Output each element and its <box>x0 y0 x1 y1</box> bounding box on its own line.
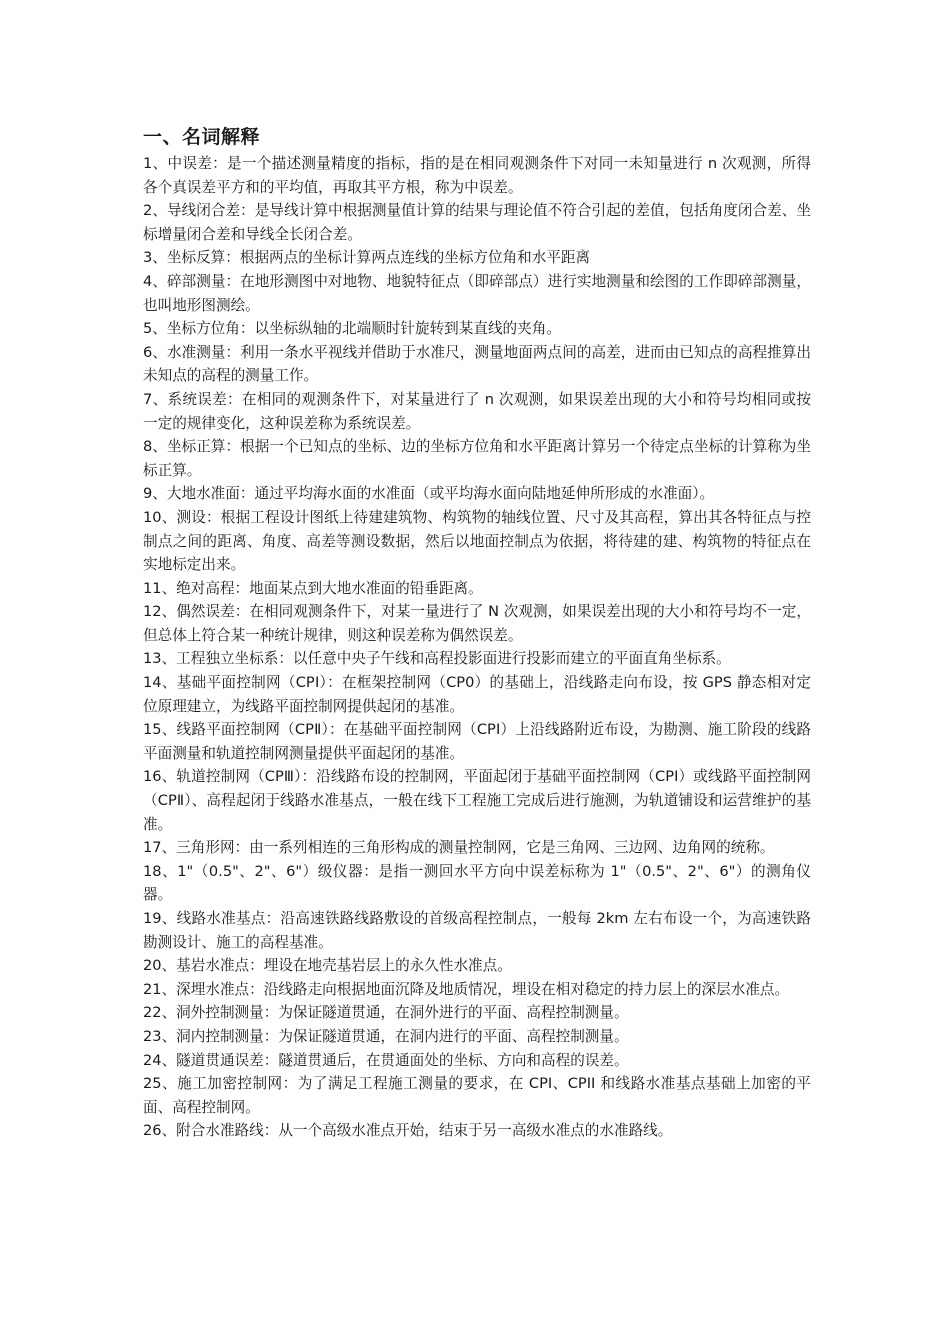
term-entry: 5、坐标方位角：以坐标纵轴的北端顺时针旋转到某直线的夹角。 <box>143 320 561 338</box>
term-entry: 23、洞内控制测量：为保证隧道贯通，在洞内进行的平面、高程控制测量。 <box>143 1027 629 1045</box>
document-page <box>143 124 811 1143</box>
term-entry: 25、施工加密控制网：为了满足工程施工测量的要求，在 CPI、CPII 和线路水准基点基础上加密的平面、高程控制网。 <box>143 1075 811 1116</box>
term-entry: 18、1"（0.5"、2"、6"）级仪器：是指一测回水平方向中误差标称为 1"（0.5"、2"、6"）的测角仪器。 <box>143 862 811 904</box>
term-entry: 17、三角形网：由一系列相连的三角形构成的测量控制网，它是三角网、三边网、边角网的统称。 <box>143 839 775 857</box>
term-entry: 21、深埋水准点：沿线路走向根据地面沉降及地质情况，埋设在相对稳定的持力层上的深层水准点。 <box>143 980 790 998</box>
term-entry: 12、偶然误差：在相同观测条件下，对某一量进行了 N 次观测，如果误差出现的大小和符号均不一定，但总体上符合某一种统计规律，则这种误差称为偶然误差。 <box>143 603 811 644</box>
term-entry: 20、基岩水准点：埋设在地壳基岩层上的永久性水准点。 <box>143 957 512 975</box>
term-entry: 10、测设：根据工程设计图纸上待建建筑物、构筑物的轴线位置、尺寸及其高程，算出其各特征点与控制点之间的距离、角度、高差等测设数据，然后以地面控制点为依据，将待建的建、构筑物的特征点在实地标定出来。 <box>143 508 811 574</box>
term-entry: 1、中误差：是一个描述测量精度的指标，指的是在相同观测条件下对同一未知量进行 n 次观测，所得各个真误差平方和的平均值，再取其平方根，称为中误差。 <box>143 155 811 196</box>
term-entry: 6、水准测量：利用一条水平视线并借助于水准尺，测量地面两点间的高差，进而由已知点的高程推算出未知点的高程的测量工作。 <box>143 343 811 385</box>
term-entry: 26、附合水准路线：从一个高级水准点开始，结束于另一高级水准点的水准路线。 <box>143 1122 673 1140</box>
term-entry: 19、线路水准基点：沿高速铁路线路敷设的首级高程控制点，一般每 2km 左右布设一个，为高速铁路勘测设计、施工的高程基准。 <box>143 910 811 951</box>
term-entry: 7、系统误差：在相同的观测条件下，对某量进行了 n 次观测，如果误差出现的大小和符号均相同或按一定的规律变化，这种误差称为系统误差。 <box>143 390 811 432</box>
term-entry: 14、基础平面控制网（CPⅠ）：在框架控制网（CP0）的基础上，沿线路走向布设，按 GPS 静态相对定位原理建立，为线路平面控制网提供起闭的基准。 <box>143 674 811 715</box>
term-entry: 9、大地水准面：通过平均海水面的水准面（或平均海水面向陆地延伸所形成的水准面）。 <box>143 485 715 503</box>
term-entry: 2、导线闭合差：是导线计算中根据测量值计算的结果与理论值不符合引起的差值，包括角度闭合差、坐标增量闭合差和导线全长闭合差。 <box>143 202 811 243</box>
term-entry: 8、坐标正算：根据一个已知点的坐标、边的坐标方位角和水平距离计算另一个待定点坐标的计算称为坐标正算。 <box>143 438 811 479</box>
term-entry: 3、坐标反算：根据两点的坐标计算两点连线的坐标方位角和水平距离 <box>143 249 591 267</box>
term-entry: 4、碎部测量：在地形测图中对地物、地貌特征点（即碎部点）进行实地测量和绘图的工作即碎部测量，也叫地形图测绘。 <box>143 272 811 314</box>
term-list <box>143 152 811 1143</box>
term-entry: 13、工程独立坐标系：以任意中央子午线和高程投影面进行投影而建立的平面直角坐标系。 <box>143 650 731 668</box>
term-entry: 11、绝对高程：地面某点到大地水准面的铅垂距离。 <box>143 579 483 597</box>
section-title: 一、名词解释 <box>143 126 261 148</box>
term-entry: 24、隧道贯通误差：隧道贯通后，在贯通面处的坐标、方向和高程的误差。 <box>143 1051 629 1069</box>
term-entry: 22、洞外控制测量：为保证隧道贯通，在洞外进行的平面、高程控制测量。 <box>143 1004 629 1022</box>
term-entry: 15、线路平面控制网（CPⅡ）：在基础平面控制网（CPⅠ）上沿线路附近布设，为勘测、施工阶段的线路平面测量和轨道控制网测量提供平面起闭的基准。 <box>143 721 811 762</box>
term-entry: 16、轨道控制网（CPⅢ）：沿线路布设的控制网，平面起闭于基础平面控制网（CPⅠ）或线路平面控制网（CPⅡ）、高程起闭于线路水准基点，一般在线下工程施工完成后进行施测，为轨道铺设和运营维护的基准。 <box>143 768 811 833</box>
